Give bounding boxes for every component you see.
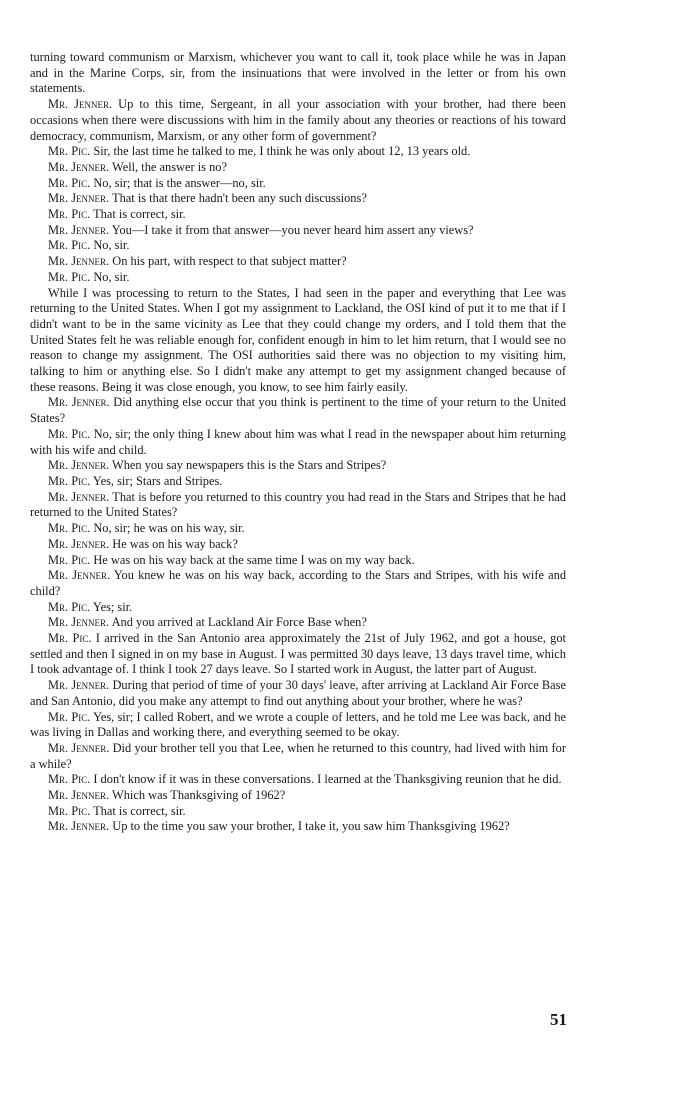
paragraph xyxy=(30,458,566,474)
paragraph xyxy=(30,160,566,176)
speaker: Mr. Jenner. xyxy=(48,458,110,473)
paragraph-text: I don't know if it was in these conversations. I learned at the Thanksgiving reunion that he did. xyxy=(93,772,562,787)
speaker: Mr. Jenner. xyxy=(48,536,110,551)
speaker: Mr. Jenner. xyxy=(48,678,110,693)
speaker: Mr. Jenner. xyxy=(48,159,110,174)
speaker: Mr. Jenner. xyxy=(48,788,110,803)
page-number: 51 xyxy=(550,1010,567,1029)
speaker: Mr. Jenner. xyxy=(48,489,110,504)
speaker: Mr. Jenner. xyxy=(48,395,110,410)
paragraph xyxy=(30,490,566,521)
paragraph-text: Did anything else occur that you think is pertinent to the time of your return to the United States? xyxy=(30,395,566,426)
speaker: Mr. Jenner. xyxy=(48,97,113,112)
paragraph-text: While I was processing to return to the States, I had seen in the paper and everything that Lee was returning to the United States. When I got my assignment to Lackland, the OSI kind of put it to me that if I didn't want to be in the same vicinity as Lee that they could change my orders, and I told them that the United States felt he was reliable enough for, confident enough in him to let him return, that I would see no reason to change my assignment. The OSI authorities said there was no objection to my visiting him, talking to him or anything else. So I didn't make any attempt to get my assignment changed because of these reasons. Being it was close enough, you know, to see him fairly easily. xyxy=(30,285,566,394)
paragraph-text: Did your brother tell you that Lee, when he returned to this country, had lived with him for a while? xyxy=(30,740,566,771)
speaker: Mr. Jenner. xyxy=(48,615,110,630)
speaker: Mr. Pic. xyxy=(48,803,91,818)
paragraph-text: No, sir. xyxy=(93,269,130,284)
speaker: Mr. Pic. xyxy=(48,599,91,614)
paragraph xyxy=(30,537,566,553)
paragraph xyxy=(30,474,566,490)
paragraph xyxy=(30,427,566,458)
speaker: Mr. Pic. xyxy=(48,709,91,724)
paragraph-text: That is correct, sir. xyxy=(93,207,186,222)
speaker: Mr. Jenner. xyxy=(48,568,111,583)
paragraph xyxy=(30,521,566,537)
speaker: Mr. Pic. xyxy=(48,175,91,190)
paragraph xyxy=(30,788,566,804)
paragraph-text: During that period of time of your 30 days' leave, after arriving at Lackland Air Force Base and San Antonio, did you make any attempt to find out anything about your brother, where he was? xyxy=(30,678,566,708)
paragraph xyxy=(30,207,566,223)
paragraph-text: No, sir. xyxy=(93,238,130,253)
speaker: Mr. Pic. xyxy=(48,426,91,441)
paragraph-text: You—I take it from that answer—you never heard him assert any views? xyxy=(111,222,474,237)
speaker: Mr. Pic. xyxy=(48,269,91,284)
paragraph-text: Up to this time, Sergeant, in all your association with your brother, had there been occasions when there were discussions with him in the family about any theories or reactions of his toward democracy, communism, Marxism, or any other form of government? xyxy=(30,97,566,143)
speaker: Mr. Jenner. xyxy=(48,191,110,206)
speaker: Mr. Pic. xyxy=(48,772,91,787)
paragraph xyxy=(30,553,566,569)
paragraph-text: When you say newspapers this is the Stars and Stripes? xyxy=(112,458,387,473)
speaker: Mr. Pic. xyxy=(48,631,92,646)
paragraph xyxy=(30,286,566,396)
speaker: Mr. Jenner. xyxy=(48,222,110,237)
speaker: Mr. Pic. xyxy=(48,521,91,536)
speaker: Mr. Jenner. xyxy=(48,740,110,755)
paragraph xyxy=(30,395,566,426)
paragraph-text: On his part, with respect to that subject matter? xyxy=(112,254,347,269)
paragraph xyxy=(30,600,566,616)
paragraph-text: And you arrived at Lackland Air Force Base when? xyxy=(111,615,367,630)
paragraph xyxy=(30,191,566,207)
paragraph-text: I arrived in the San Antonio area approximately the 21st of July 1962, and got a house, got settled and then I signed in on my base in August. I was permitted 30 days leave, 13 days travel time, which I took advantage of. I think I took 27 days leave. So I started work in August, the latter part of August. xyxy=(30,631,566,677)
paragraph-text: turning toward communism or Marxism, whichever you want to call it, took place while he was in Japan and in the Marine Corps, sir, from the insinuations that were involved in the letter or from his own statements. xyxy=(30,50,566,96)
paragraph-text: That is that there hadn't been any such discussions? xyxy=(112,191,367,206)
paragraph-text: Sir, the last time he talked to me, I think he was only about 12, 13 years old. xyxy=(93,144,471,159)
speaker: Mr. Pic. xyxy=(48,144,91,159)
paragraph xyxy=(30,819,566,835)
paragraph-text: Yes, sir; I called Robert, and we wrote a couple of letters, and he told me Lee was back, and he was living in Dallas and working there, and everything seemed to be okay. xyxy=(30,709,566,740)
speaker: Mr. Pic. xyxy=(48,207,91,222)
paragraph-text: No, sir; he was on his way, sir. xyxy=(93,521,245,536)
paragraph-text: Yes; sir. xyxy=(92,599,133,614)
paragraph xyxy=(30,772,566,788)
paragraph xyxy=(30,631,566,678)
testimony-text xyxy=(30,50,566,835)
paragraph xyxy=(30,50,566,97)
speaker: Mr. Pic. xyxy=(48,238,91,253)
paragraph-text: Well, the answer is no? xyxy=(112,159,227,174)
speaker: Mr. Jenner. xyxy=(48,254,110,269)
paragraph-text: He was on his way back? xyxy=(112,536,238,551)
paragraph-text: No, sir; the only thing I knew about him was what I read in the newspaper about him returning with his wife and child. xyxy=(30,426,566,457)
paragraph-text: No, sir; that is the answer—no, sir. xyxy=(93,175,266,190)
paragraph xyxy=(30,678,566,709)
paragraph-text: That is correct, sir. xyxy=(93,803,186,818)
paragraph xyxy=(30,238,566,254)
paragraph xyxy=(30,568,566,599)
speaker: Mr. Pic. xyxy=(48,473,91,488)
paragraph xyxy=(30,270,566,286)
paragraph-text: Up to the time you saw your brother, I take it, you saw him Thanksgiving 1962? xyxy=(112,819,510,834)
paragraph-text: Yes, sir; Stars and Stripes. xyxy=(92,473,223,488)
paragraph-text: He was on his way back at the same time I was on my way back. xyxy=(93,552,415,567)
paragraph xyxy=(30,144,566,160)
speaker: Mr. Jenner. xyxy=(48,819,110,834)
paragraph xyxy=(30,176,566,192)
paragraph xyxy=(30,223,566,239)
paragraph-text: Which was Thanksgiving of 1962? xyxy=(112,788,286,803)
paragraph xyxy=(30,97,566,144)
paragraph xyxy=(30,804,566,820)
paragraph xyxy=(30,741,566,772)
paragraph xyxy=(30,615,566,631)
speaker: Mr. Pic. xyxy=(48,552,91,567)
paragraph xyxy=(30,254,566,270)
paragraph-text: That is before you returned to this country you had read in the Stars and Stripes that he had returned to the United States? xyxy=(30,489,566,520)
paragraph-text: You knew he was on his way back, according to the Stars and Stripes, with his wife and child? xyxy=(30,568,567,598)
paragraph xyxy=(30,710,566,741)
